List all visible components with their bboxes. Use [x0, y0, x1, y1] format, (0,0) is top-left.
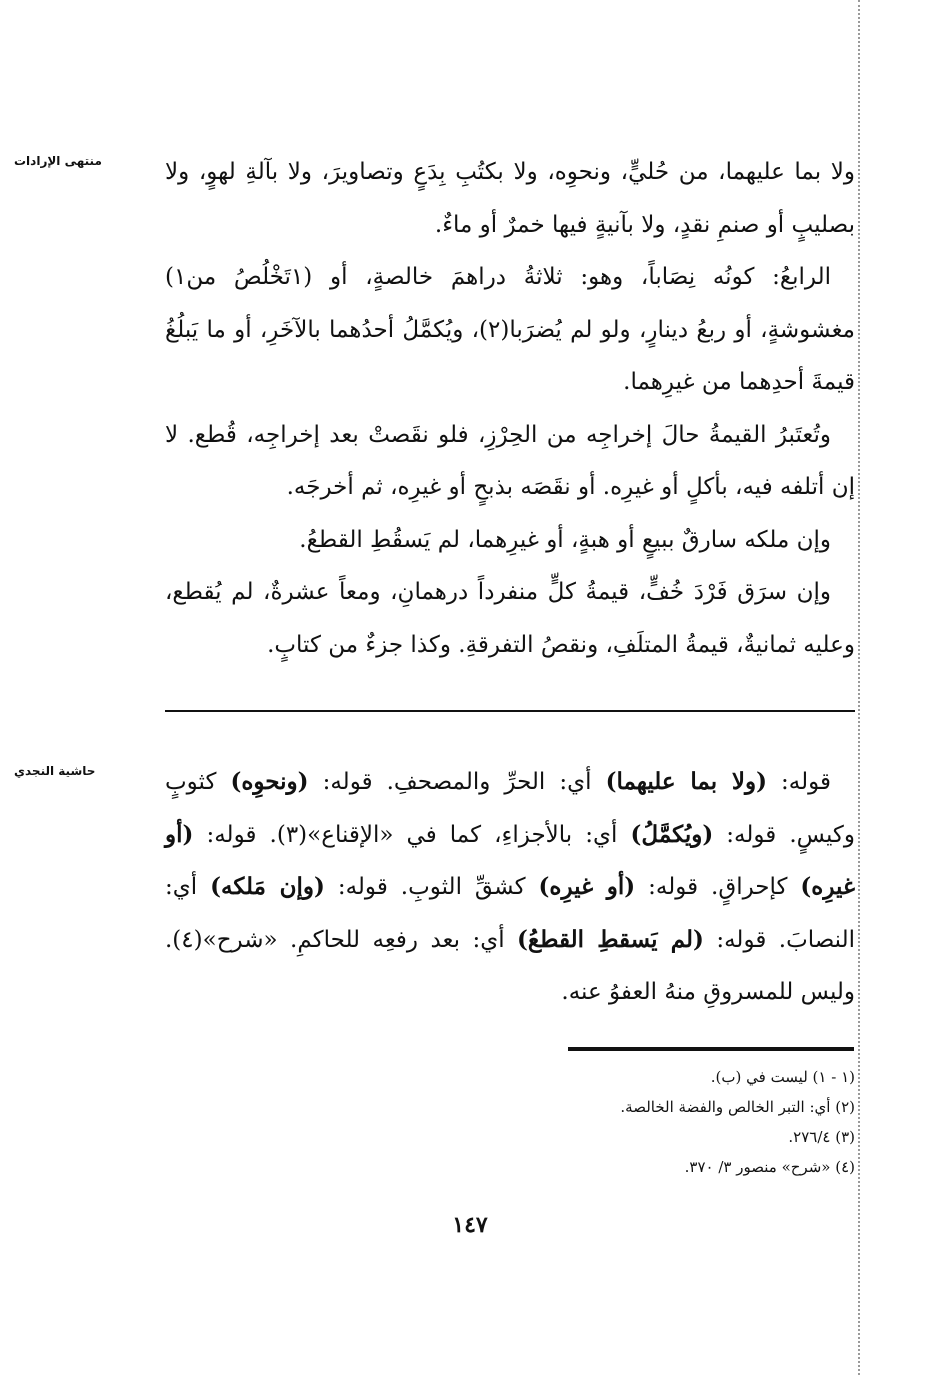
footnote-divider: [568, 1047, 854, 1051]
commentary-keyword: (ويُكمَّلُ): [630, 820, 714, 848]
footnote-2: (٢) أي: التبر الخالص والفضة الخالصة.: [620, 1098, 855, 1116]
commentary-keyword: (لم يَسقطِ القطعُ): [517, 925, 704, 953]
footnote-3: (٣) ٢٧٦/٤.: [788, 1128, 855, 1146]
commentary-keyword: (وإن مَلكه): [210, 873, 325, 900]
margin-label-main-text: منتهى الإرادات: [14, 154, 102, 168]
commentary-text: أي: النصابَ. قوله:: [165, 874, 856, 953]
margin-label-commentary: حاشية النجدي: [14, 764, 96, 778]
commentary-text: أي: بعد رفعِه للحاكمِ. «شرح»(٤). وليس للمسروقِ منهُ العفوُ عنه.: [165, 926, 855, 1005]
commentary-text: كشقِّ الثوبِ. قوله:: [324, 874, 539, 900]
main-text-block: [165, 146, 855, 671]
main-paragraph-3: وتُعتَبرُ القيمةُ حالَ إخراجِه من الحِرْزِ، فلو نقَصتْ بعد إخراجِه، قُطع. لا إن أتلفه فيه، بأكلٍ أو غيرِه. أو نقَصَه بذبحٍ أو غيرِه، ثم أخرجَه.: [165, 421, 855, 500]
main-text-divider: [165, 710, 855, 712]
main-paragraph-5: وإن سرَق فَرْدَ خُفٍّ، قيمةُ كلٍّ منفرداً درهمانِ، ومعاً عشرةٌ، لم يُقطع، وعليه ثمانيةٌ، قيمةُ المتلَفِ، ونقصُ التفرقةِ. وكذا جزءٌ من كتابٍ.: [165, 579, 855, 658]
commentary-keyword: (ولا بما عليهما): [605, 768, 767, 795]
footnote-4: (٤) «شرح» منصور ٣/ ٣٧٠.: [684, 1158, 855, 1176]
commentary-text: كثوبٍ وكيسٍ. قوله:: [165, 769, 855, 848]
commentary-keyword: (أو غيرِه): [165, 820, 856, 900]
commentary-text: أي: الحرِّ والمصحفِ. قوله:: [308, 769, 606, 795]
commentary-block: [165, 756, 855, 1019]
commentary-text: أي: بالأجزاءِ، كما في «الإقناع»(٣). قوله:: [193, 821, 631, 848]
main-paragraph-2: الرابعُ: كونُه نِصَاباً، وهو: ثلاثةُ دراهمَ خالصةٍ، أو (١تَخْلُصُ من١) مغشوشةٍ، أو ربعُ دينارٍ، ولو لم يُضرَبا(٢)، ويُكمَّلُ أحدُهما بالآخَرِ، أو ما يَبلُغُ قيمةَ أحدِهما من غيرِهما.: [165, 264, 856, 395]
footnote-1: (١ - ١) ليست في (ب).: [710, 1068, 855, 1086]
commentary-text: كإحراقٍ. قوله:: [635, 874, 801, 900]
main-paragraph-1: ولا بما عليهما، من حُليٍّ، ونحوِه، ولا بكتُبِ بِدَعٍ وتصاويرَ، ولا بآلةِ لهوٍ، ولا بصليبٍ أو صنمِ نقدٍ، ولا بآنيةٍ فيها خمرٌ أو ماءٌ.: [165, 159, 855, 238]
footnotes: [480, 1062, 855, 1182]
main-paragraph-4: وإن ملكه سارقٌ ببيعٍ أو هبةٍ، أو غيرِهما، لم يَسقُطِ القطعُ.: [299, 526, 831, 553]
commentary-paragraph: [165, 756, 855, 1019]
commentary-keyword: (ونحوِه): [230, 768, 309, 795]
page-number: ١٤٧: [452, 1212, 488, 1238]
commentary-keyword: (أو غيرِه): [538, 873, 636, 900]
page-edge-dotted-line: [858, 0, 860, 1375]
commentary-text: قوله:: [766, 769, 831, 795]
